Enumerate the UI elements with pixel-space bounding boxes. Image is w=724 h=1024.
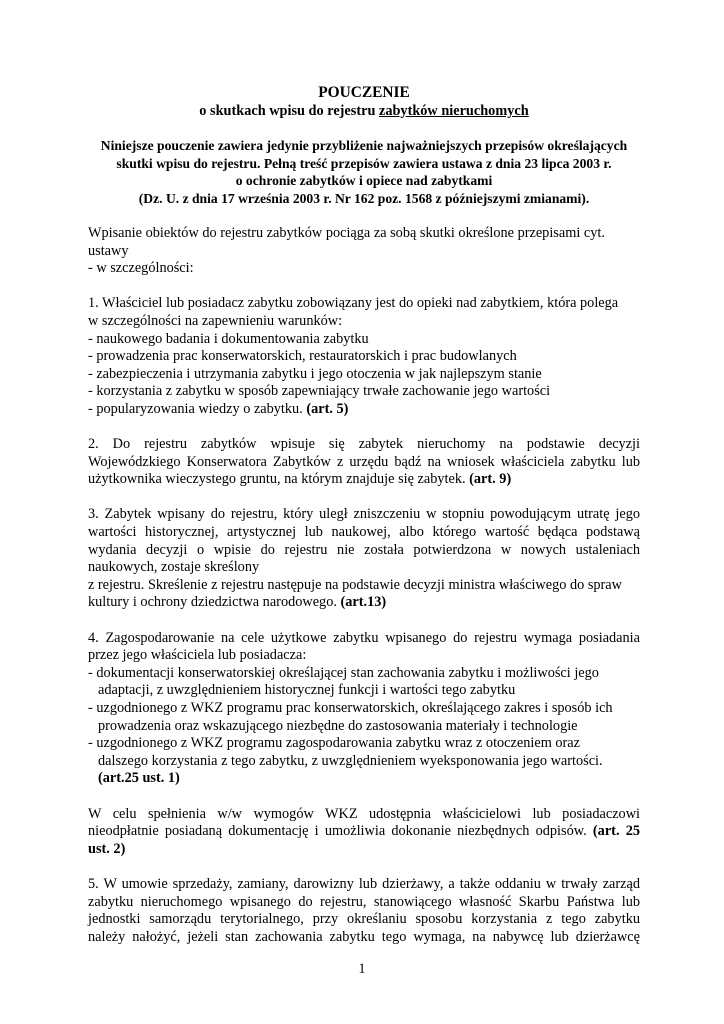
intro-line: (Dz. U. z dnia 17 września 2003 r. Nr 162 poz. 1568 z późniejszymi zmianami). [138, 190, 590, 206]
text-line: w szczególności na zapewnieniu warunków: [88, 312, 343, 329]
subtitle-text: o skutkach wpisu do rejestru [199, 103, 379, 119]
list-item-continuation: prowadzenia oraz wskazującego niezbędne do zastosowania materiały i technologie [98, 717, 578, 734]
text-line: należy nałożyć, jeżeli stan zachowania zabytku tego wymaga, na nabywcę lub dzierżawcę [88, 928, 640, 945]
text-line: Wpisanie obiektów do rejestru zabytków pociąga za sobą skutki określone przepisami cyt. [88, 224, 605, 241]
intro-line: Niniejsze pouczenie zawiera jedynie przybliżenie najważniejszych przepisów określających [100, 138, 628, 153]
list-item: - dokumentacji konserwatorskiej określającej stan zachowania zabytku i możliwości jego [88, 664, 599, 681]
list-item [88, 401, 640, 419]
article-reference-continuation: ust. 2) [88, 840, 126, 857]
section-1 [88, 295, 640, 418]
subtitle-underlined: zabytków nieruchomych [378, 103, 529, 119]
list-item: - uzgodnionego z WKZ programu zagospodarowania zabytku wraz z otoczeniem oraz [88, 735, 580, 752]
text-line: naukowych, zostaje skreślony [88, 559, 260, 576]
article-reference: (art. 9) [469, 471, 512, 488]
text-line: 1. Właściciel lub posiadacz zabytku zobowiązany jest do opieki nad zabytkiem, która polega [88, 295, 619, 312]
text-line: W celu spełnienia w/w wymogów WKZ udostępnia właścicielowi lub posiadaczowi [88, 805, 640, 822]
text-line [88, 471, 640, 489]
text-line: wartości historycznej, artystycznej lub naukowej, albo którego wartość będąca podstawą [88, 524, 640, 541]
list-item-continuation: adaptacji, z uwzględnieniem historycznej funkcji i wartości tego zabytku [98, 682, 516, 699]
text-line: 2. Do rejestru zabytków wpisuje się zabytek nieruchomy na podstawie decyzji [88, 436, 640, 453]
text-line: z rejestru. Skreślenie z rejestru następuje na podstawie decyzji ministra właściwego do spraw [88, 576, 622, 593]
page-number: 1 [358, 961, 366, 977]
section-5 [88, 876, 640, 946]
text-line [88, 594, 640, 612]
text-line-content: kultury i ochrony dziedzictwa narodowego. [88, 594, 337, 611]
text-line-content: nieodpłatnie posiadaną dokumentację i umożliwia dokonanie niezbędnych odpisów. [88, 823, 587, 840]
section-wkz-note [88, 806, 640, 859]
article-reference: (art. 5) [306, 400, 349, 417]
list-item: - zabezpieczenia i utrzymania zabytku i jego otoczenia w jak najlepszym stanie [88, 365, 542, 382]
text-line: 5. W umowie sprzedaży, zamiany, darowizny lub dzierżawy, a także oddaniu w trwały zarząd [88, 875, 640, 892]
article-reference: (art.13) [340, 594, 387, 611]
lead-paragraph [88, 225, 640, 278]
text-line: wydania decyzji o wpisie do rejestru nie została potwierdzona w nowych ustaleniach [88, 541, 640, 558]
list-item-continuation: dalszego korzystania z tego zabytku, z uwzględnieniem wyeksponowania jego wartości. [98, 752, 603, 769]
intro-note [88, 137, 640, 207]
list-item: - prowadzenia prac konserwatorskich, restauratorskich i prac budowlanych [88, 348, 517, 365]
text-line: 4. Zagospodarowanie na cele użytkowe zabytku wpisanego do rejestru wymaga posiadania [88, 629, 640, 646]
text-line [88, 823, 640, 841]
list-item: - korzystania z zabytku w sposób zapewniający trwałe zachowanie jego wartości [88, 383, 551, 400]
section-3 [88, 506, 640, 612]
document-subtitle [88, 102, 640, 120]
list-item: - uzgodnionego z WKZ programu prac konserwatorskich, określającego zakres i sposób ich [88, 700, 613, 716]
text-line: Wojewódzkiego Konserwatora Zabytków z urzędu bądź na wniosek właściciela zabytku lub [88, 453, 640, 470]
list-item-text: - popularyzowania wiedzy o zabytku. [88, 400, 303, 417]
section-2 [88, 436, 640, 489]
article-reference: (art.25 ust. 1) [98, 770, 180, 787]
text-line: zabytku nieruchomego wpisanego do rejestru, stanowiącego własność Skarbu Państwa lub [88, 893, 640, 910]
article-reference: (art. 25 [592, 823, 641, 840]
document-title: POUCZENIE [318, 84, 410, 101]
section-4 [88, 630, 640, 788]
text-line: 3. Zabytek wpisany do rejestru, który uległ zniszczeniu w stopniu powodującym utratę jego [88, 506, 640, 523]
intro-line: o ochronie zabytków i opiece nad zabytkami [235, 173, 493, 189]
text-line: jednostki samorządu terytorialnego, przy określaniu sposobu korzystania z tego zabytku [88, 911, 640, 928]
intro-line: skutki wpisu do rejestru. Pełną treść przepisów zawiera ustawa z dnia 23 lipca 2003 r. [116, 155, 612, 171]
list-item: - naukowego badania i dokumentowania zabytku [88, 330, 369, 347]
text-line: ustawy [88, 242, 129, 259]
text-line: przez jego właściciela lub posiadacza: [88, 647, 307, 664]
text-line-content: użytkownika wieczystego gruntu, na którym znajduje się zabytek. [88, 471, 466, 488]
document-body [88, 84, 640, 946]
text-line: - w szczególności: [88, 260, 194, 277]
